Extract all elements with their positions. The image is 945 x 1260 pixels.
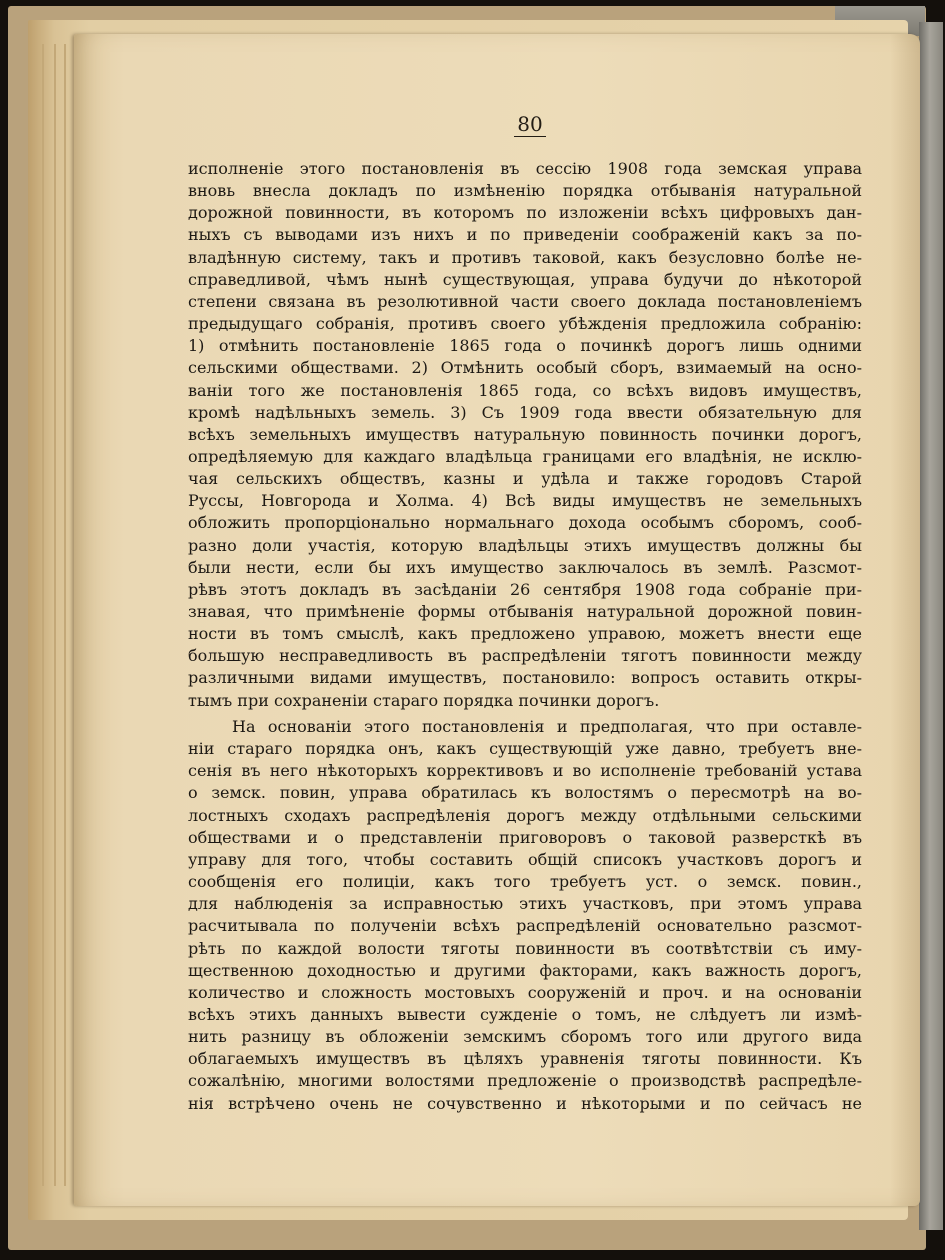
text-line: тымъ при сохраненіи стараго порядка починки дорогъ. bbox=[188, 690, 660, 710]
text-line: сообщенія его полиціи, какъ того требуетъ уст. о земск. повин., bbox=[188, 872, 862, 892]
text-line: чая сельскихъ обществъ, казны и удѣла и также городовъ Старой bbox=[188, 469, 862, 489]
text-line: ваніи того же постановленія 1865 года, со всѣхъ видовъ имуществъ, bbox=[188, 380, 862, 400]
text-line: На основаніи этого постановленія и предполагая, что при оставле- bbox=[232, 717, 862, 736]
text-line: 1) отмѣнить постановленіе 1865 года о починкѣ дорогъ лишь одними bbox=[188, 336, 862, 356]
page-stack-edge bbox=[42, 44, 44, 1186]
text-line: дорожной повинности, въ которомъ по изложеніи всѣхъ цифровыхъ дан- bbox=[188, 203, 862, 223]
text-line: рѣть по каждой волости тяготы повинности въ соотвѣтствіи съ иму- bbox=[188, 938, 862, 958]
text-line: предыдущаго собранія, противъ своего убѣжденія предложила собранію: bbox=[188, 314, 862, 334]
text-line: справедливой, чѣмъ нынѣ существующая, управа будучи до нѣкоторой bbox=[188, 269, 862, 289]
page-stack-edge bbox=[54, 44, 56, 1186]
text-line: ности въ томъ смыслѣ, какъ предложено управою, можетъ внести еще bbox=[188, 624, 862, 644]
text-line: лостныхъ сходахъ распредѣленія дорогъ между отдѣльными сельскими bbox=[188, 805, 862, 825]
text-line: нить разницу въ обложеніи земскимъ сборомъ того или другого вида bbox=[188, 1027, 862, 1047]
text-line: количество и сложность мостовыхъ сооруженій и проч. и на основаніи bbox=[188, 982, 862, 1002]
text-line: управу для того, чтобы составить общій списокъ участковъ дорогъ и bbox=[188, 849, 862, 869]
text-line: были нести, если бы ихъ имущество заключалось въ землѣ. Разсмот- bbox=[188, 557, 862, 577]
text-line: всѣхъ земельныхъ имуществъ натуральную повинность починки дорогъ, bbox=[188, 424, 862, 444]
text-line: ніи стараго порядка онъ, какъ существующій уже давно, требуетъ вне- bbox=[188, 739, 862, 759]
text-line: степени связана въ резолютивной части своего доклада постановленіемъ bbox=[188, 291, 862, 311]
page-stack-edge bbox=[64, 44, 66, 1186]
text-line: рѣвъ этотъ докладъ въ засѣданіи 26 сентября 1908 года собраніе при- bbox=[188, 579, 862, 599]
text-line: расчитывала по полученіи всѣхъ распредѣленій основательно разсмот- bbox=[188, 916, 862, 936]
text-line: о земск. повин, управа обратилась къ волостямъ о пересмотрѣ на во- bbox=[188, 783, 862, 803]
text-line: для наблюденія за исправностью этихъ участковъ, при этомъ управа bbox=[188, 894, 862, 914]
text-line: различными видами имуществъ, постановило: вопросъ оставить откры- bbox=[188, 668, 862, 688]
text-line: знавая, что примѣненіе формы отбыванія натуральной дорожной повин- bbox=[188, 602, 862, 621]
page-number-text: 80 bbox=[514, 112, 545, 137]
text-line: вновь внесла докладъ по измѣненію порядка отбыванія натуральной bbox=[188, 181, 862, 201]
text-line: кромѣ надѣльныхъ земель. 3) Съ 1909 года ввести обязательную для bbox=[188, 402, 862, 422]
text-line: сожалѣнію, многими волостями предложеніе о производствѣ распредѣле- bbox=[188, 1071, 862, 1091]
page-number bbox=[0, 112, 945, 136]
text-line: исполненіе этого постановленія въ сессію 1908 года земская управа bbox=[188, 159, 862, 178]
text-line: владѣнную систему, такъ и противъ таковой, какъ безусловно болѣе не- bbox=[188, 247, 862, 267]
text-line: Руссы, Новгорода и Холма. 4) Всѣ виды имуществъ не земельныхъ bbox=[188, 491, 862, 511]
text-line: опредѣляемую для каждаго владѣльца границами его владѣнія, не исклю- bbox=[188, 446, 862, 466]
text-line: обложить пропорціонально нормальнаго дохода особымъ сборомъ, сооб- bbox=[188, 513, 862, 533]
text-line: разно доли участія, которую владѣльцы этихъ имуществъ должны бы bbox=[188, 535, 862, 555]
text-line: сельскими обществами. 2) Отмѣнить особый сборъ, взимаемый на осно- bbox=[188, 358, 862, 378]
text-line: нія встрѣчено очень не сочувственно и нѣкоторыми и по сейчасъ не bbox=[188, 1093, 862, 1113]
text-line: щественною доходностью и другими факторами, какъ важность дорогъ, bbox=[188, 960, 862, 980]
text-line: обществами и о представленіи приговоровъ о таковой разверсткѣ въ bbox=[188, 827, 862, 847]
text-line: облагаемыхъ имуществъ въ цѣляхъ уравненія тяготы повинности. Къ bbox=[188, 1049, 862, 1069]
text-line: ныхъ съ выводами изъ нихъ и по приведеніи соображеній какъ за по- bbox=[188, 225, 862, 245]
text-line: всѣхъ этихъ данныхъ вывести сужденіе о томъ, не слѣдуетъ ли измѣ- bbox=[188, 1004, 862, 1024]
text-line: сенія въ него нѣкоторыхъ коррективовъ и во исполненіе требованій устава bbox=[188, 761, 862, 781]
text-line: большую несправедливость въ распредѣленіи тяготъ повинности между bbox=[188, 646, 862, 666]
grey-cloth-spine bbox=[919, 22, 943, 1230]
page-edge-shadow bbox=[890, 34, 920, 1206]
